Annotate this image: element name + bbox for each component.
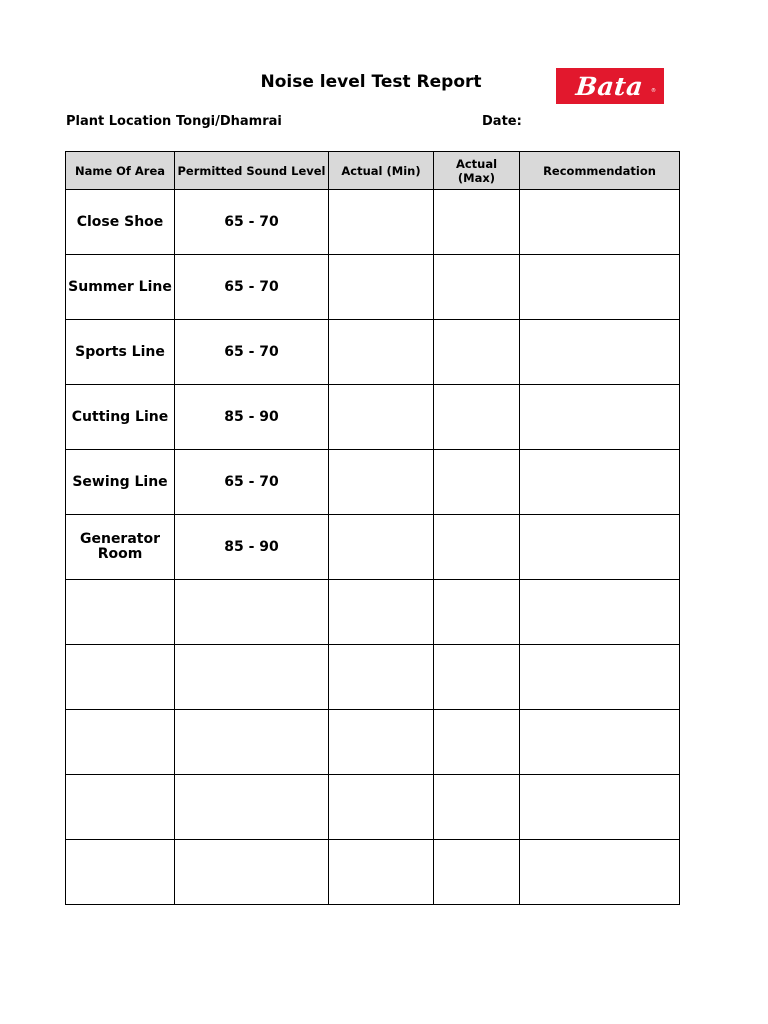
registered-mark-icon: ® <box>651 88 656 94</box>
actual-max-cell[interactable] <box>434 710 520 775</box>
recommendation-cell[interactable] <box>520 515 680 580</box>
actual-min-cell[interactable] <box>329 515 434 580</box>
recommendation-cell[interactable] <box>520 710 680 775</box>
actual-min-cell[interactable] <box>329 450 434 515</box>
actual-max-cell[interactable] <box>434 775 520 840</box>
permitted-level-cell <box>175 580 329 645</box>
area-name-cell <box>66 645 175 710</box>
table-row <box>66 645 680 710</box>
area-name-cell <box>66 710 175 775</box>
table-row <box>66 580 680 645</box>
plant-location-label: Plant Location <box>66 114 172 129</box>
actual-max-cell[interactable] <box>434 450 520 515</box>
recommendation-cell[interactable] <box>520 450 680 515</box>
permitted-level-cell: 85 - 90 <box>175 385 329 450</box>
area-name-cell <box>66 775 175 840</box>
logo-text: Bata <box>574 71 646 101</box>
column-header: Name Of Area <box>66 152 175 190</box>
area-name-cell: Summer Line <box>66 255 175 320</box>
recommendation-cell[interactable] <box>520 840 680 905</box>
actual-min-cell[interactable] <box>329 255 434 320</box>
permitted-level-cell: 65 - 70 <box>175 255 329 320</box>
recommendation-cell[interactable] <box>520 255 680 320</box>
area-name-cell <box>66 840 175 905</box>
recommendation-cell[interactable] <box>520 775 680 840</box>
actual-min-cell[interactable] <box>329 645 434 710</box>
permitted-level-cell: 85 - 90 <box>175 515 329 580</box>
area-name-cell <box>66 580 175 645</box>
actual-min-cell[interactable] <box>329 775 434 840</box>
actual-min-cell[interactable] <box>329 580 434 645</box>
permitted-level-cell: 65 - 70 <box>175 320 329 385</box>
permitted-level-cell: 65 - 70 <box>175 190 329 255</box>
table-row <box>66 320 680 385</box>
recommendation-cell[interactable] <box>520 580 680 645</box>
date-label: Date: <box>482 114 522 129</box>
actual-min-cell[interactable] <box>329 385 434 450</box>
table-row <box>66 190 680 255</box>
actual-max-cell[interactable] <box>434 320 520 385</box>
actual-min-cell[interactable] <box>329 190 434 255</box>
recommendation-cell[interactable] <box>520 190 680 255</box>
column-header: Recommendation <box>520 152 680 190</box>
table-row <box>66 255 680 320</box>
column-header: Actual (Max) <box>434 152 520 190</box>
table-row <box>66 515 680 580</box>
recommendation-cell[interactable] <box>520 320 680 385</box>
permitted-level-cell <box>175 840 329 905</box>
actual-max-cell[interactable] <box>434 255 520 320</box>
column-header: Actual (Min) <box>329 152 434 190</box>
column-header: Permitted Sound Level <box>175 152 329 190</box>
noise-level-table <box>65 151 680 905</box>
recommendation-cell[interactable] <box>520 385 680 450</box>
plant-location-value: Tongi/Dhamrai <box>176 114 282 129</box>
area-name-cell: Sewing Line <box>66 450 175 515</box>
bata-logo <box>556 68 664 104</box>
area-name-cell: Generator Room <box>66 515 175 580</box>
permitted-level-cell <box>175 710 329 775</box>
permitted-level-cell <box>175 645 329 710</box>
area-name-cell: Sports Line <box>66 320 175 385</box>
actual-max-cell[interactable] <box>434 385 520 450</box>
actual-min-cell[interactable] <box>329 320 434 385</box>
area-name-cell: Cutting Line <box>66 385 175 450</box>
actual-max-cell[interactable] <box>434 515 520 580</box>
table-row <box>66 775 680 840</box>
actual-max-cell[interactable] <box>434 580 520 645</box>
table-row <box>66 450 680 515</box>
permitted-level-cell <box>175 775 329 840</box>
table-row <box>66 840 680 905</box>
actual-max-cell[interactable] <box>434 840 520 905</box>
recommendation-cell[interactable] <box>520 645 680 710</box>
area-name-cell: Close Shoe <box>66 190 175 255</box>
actual-min-cell[interactable] <box>329 710 434 775</box>
table-body <box>66 190 680 905</box>
permitted-level-cell: 65 - 70 <box>175 450 329 515</box>
table-row <box>66 385 680 450</box>
actual-min-cell[interactable] <box>329 840 434 905</box>
actual-max-cell[interactable] <box>434 190 520 255</box>
actual-max-cell[interactable] <box>434 645 520 710</box>
page-title: Noise level Test Report <box>260 72 482 92</box>
table-row <box>66 710 680 775</box>
table-header-row <box>66 152 680 190</box>
